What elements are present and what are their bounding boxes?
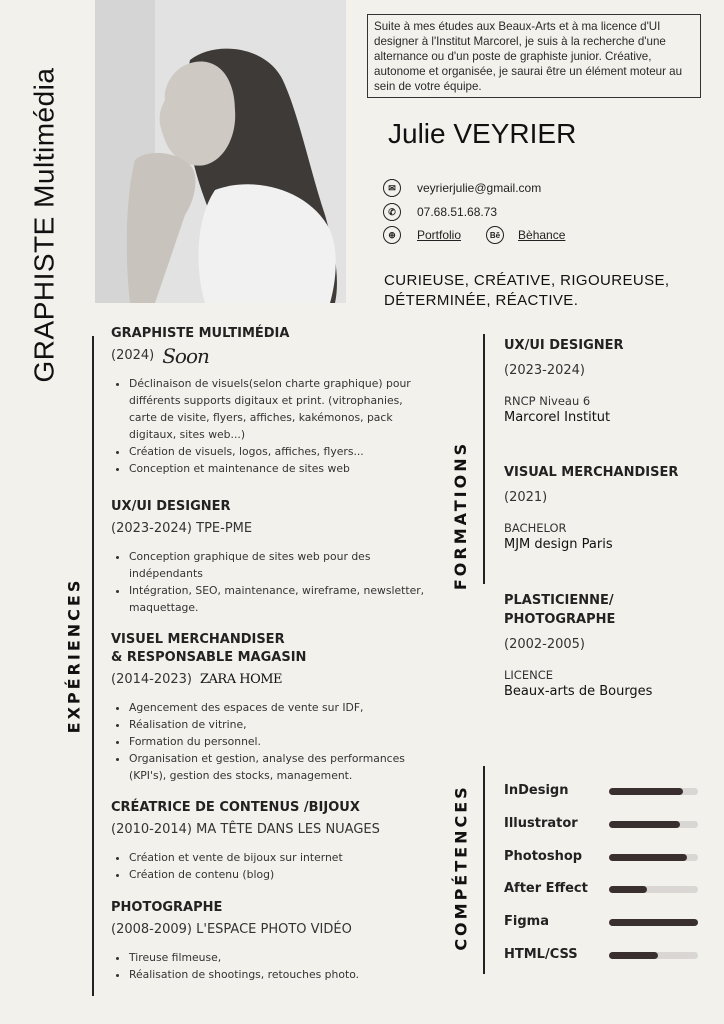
list-item: • Intégration, SEO, maintenance, wireframe, newsletter, maquettage.: [129, 582, 431, 616]
list-item: • Conception graphique de sites web pour des indépendants: [129, 548, 431, 582]
mail-icon: ✉: [383, 179, 401, 197]
skill-row: [504, 878, 704, 898]
formation-entry: [504, 463, 704, 554]
experience-entry: [111, 899, 431, 983]
list-item: • Création et vente de bijoux sur internet: [129, 849, 431, 866]
formation-entry: [504, 336, 704, 427]
experience-period: (2010-2014) MA TÊTE DANS LES NUAGES: [111, 822, 380, 837]
experience-tasks: [111, 699, 431, 784]
skill-bar-track: [609, 854, 698, 861]
formations-divider: [483, 334, 485, 584]
list-item: • Agencement des espaces de vente sur IDF,: [129, 699, 431, 716]
list-item: • Conception et maintenance de sites web: [129, 460, 431, 477]
formation-title: VISUAL MERCHANDISER: [504, 465, 679, 480]
list-item: • Organisation et gestion, analyse des performances (KPI's), gestion des stocks, management.: [129, 750, 431, 784]
list-item: • Formation du personnel.: [129, 733, 431, 750]
experience-tasks: [111, 849, 431, 883]
qualities-text: CURIEUSE, CRÉATIVE, RIGOUREUSE, DÉTERMINÉE, RÉACTIVE.: [384, 272, 670, 309]
skill-row: [504, 944, 704, 964]
experience-title: GRAPHISTE MULTIMÉDIA: [111, 326, 290, 341]
skill-bar-track: [609, 886, 698, 893]
experience-tasks: [111, 949, 431, 983]
experience-entry: [111, 631, 431, 784]
formation-school: MJM design Paris: [504, 537, 613, 552]
formation-degree: LICENCE: [504, 668, 553, 682]
list-item: • Tireuse filmeuse,: [129, 949, 431, 966]
behance-link[interactable]: Bèhance: [518, 228, 566, 242]
skill-bar-fill: [609, 886, 647, 893]
list-item: • Réalisation de shootings, retouches photo.: [129, 966, 431, 983]
skill-bar-fill: [609, 952, 658, 959]
phone-icon: ✆: [383, 203, 401, 221]
intro-text: Suite à mes études aux Beaux-Arts et à ma licence d'UI designer à l'Institut Marcorel, je suis à la recherche d'une alternance ou d'un poste de graphiste junior. Créative, autonome et organisée, je saurai être un élément moteur au sein de votre équipe.: [374, 20, 683, 93]
experience-title: PHOTOGRAPHE: [111, 900, 223, 915]
formation-years: (2002-2005): [504, 637, 586, 652]
globe-icon: ⊕: [383, 226, 401, 244]
skill-row: [504, 813, 704, 833]
experience-subtitle: [111, 519, 431, 539]
list-item: • Déclinaison de visuels(selon charte graphique) pour différents supports digitaux et print. (vitrophanies, carte de visite, flyers, affiches, kakémonos, pack digitaux, sites web...): [129, 375, 431, 443]
formation-entry: [504, 591, 704, 701]
experience-subtitle: [111, 346, 431, 366]
experience-subtitle: [111, 820, 431, 840]
list-item: • Création de visuels, logos, affiches, flyers...: [129, 443, 431, 460]
behance-icon: Bē: [486, 226, 504, 244]
skill-bar-track: [609, 788, 698, 795]
experience-title: CRÉATRICE DE CONTENUS /BIJOUX: [111, 800, 360, 815]
formation-years: (2023-2024): [504, 363, 586, 378]
list-item: • Création de contenu (blog): [129, 866, 431, 883]
skill-row: [504, 780, 704, 800]
competences-divider: [483, 766, 485, 974]
skill-bar-track: [609, 821, 698, 828]
formation-title: [504, 591, 704, 629]
experience-title-line2: & RESPONSABLE MAGASIN: [111, 650, 307, 665]
experience-entry: [111, 498, 431, 616]
skill-bar-track: [609, 952, 698, 959]
experience-subtitle: [111, 920, 431, 940]
portrait-photo: [95, 0, 346, 303]
skill-name: After Effect: [504, 880, 588, 896]
competences-label-text: COMPÉTENCES: [451, 783, 471, 951]
contact-email[interactable]: veyrierjulie@gmail.com: [417, 181, 542, 195]
skill-row: [504, 846, 704, 866]
experience-title-line1: VISUEL MERCHANDISER: [111, 632, 285, 647]
experiences-label-text: EXPÉRIENCES: [64, 577, 84, 733]
skill-bar-fill: [609, 854, 687, 861]
skill-name: HTML/CSS: [504, 946, 578, 962]
experience-entry: [111, 325, 431, 477]
vertical-title: [22, 30, 66, 420]
skill-bar-fill: [609, 788, 683, 795]
formation-title-line2: PHOTOGRAPHE: [504, 612, 616, 627]
portfolio-link[interactable]: Portfolio: [417, 228, 462, 242]
vertical-title-text: GRAPHISTE Multimédia: [28, 67, 59, 383]
experience-title: UX/UI DESIGNER: [111, 499, 231, 514]
experience-entry: [111, 799, 431, 883]
formation-degree: BACHELOR: [504, 521, 567, 535]
experience-tasks: [111, 375, 431, 477]
skill-name: Illustrator: [504, 815, 578, 831]
contact-phone[interactable]: 07.68.51.68.73: [417, 205, 498, 219]
skill-bar-track: [609, 919, 698, 926]
zara-home-logo: ZARA HOME: [200, 672, 283, 687]
experience-period: (2014-2023): [111, 672, 193, 687]
contact-links-row: [383, 226, 565, 244]
experience-period: (2024): [111, 348, 155, 363]
formation-years: (2021): [504, 490, 548, 505]
experience-title: [111, 631, 431, 667]
experience-period: (2008-2009) L'ESPACE PHOTO VIDÉO: [111, 922, 352, 937]
formation-school: Marcorel Institut: [504, 410, 611, 425]
skill-bar-fill: [609, 821, 680, 828]
skill-name: Photoshop: [504, 848, 583, 864]
skill-name: InDesign: [504, 782, 569, 798]
intro-text-box: [367, 14, 701, 98]
formation-degree: RNCP Niveau 6: [504, 394, 591, 408]
formation-school: Beaux-arts de Bourges: [504, 684, 653, 699]
formations-label-text: FORMATIONS: [451, 440, 471, 590]
contact-phone-row[interactable]: [383, 203, 497, 221]
candidate-name: Julie VEYRIER: [388, 118, 577, 149]
formations-label: [441, 420, 481, 610]
competences-label: [441, 772, 481, 962]
experience-tasks: [111, 548, 431, 616]
list-item: • Réalisation de vitrine,: [129, 716, 431, 733]
skill-row: [504, 911, 704, 931]
experience-subtitle: [111, 670, 431, 690]
formation-title: UX/UI DESIGNER: [504, 338, 624, 353]
soon-logo: Soon: [162, 344, 209, 368]
formation-title-line1: PLASTICIENNE/: [504, 593, 614, 608]
experience-period: (2023-2024) TPE-PME: [111, 521, 253, 536]
contact-email-row[interactable]: [383, 179, 541, 197]
experiences-label: [54, 560, 94, 750]
skill-name: Figma: [504, 913, 549, 929]
skill-bar-fill: [609, 919, 698, 926]
